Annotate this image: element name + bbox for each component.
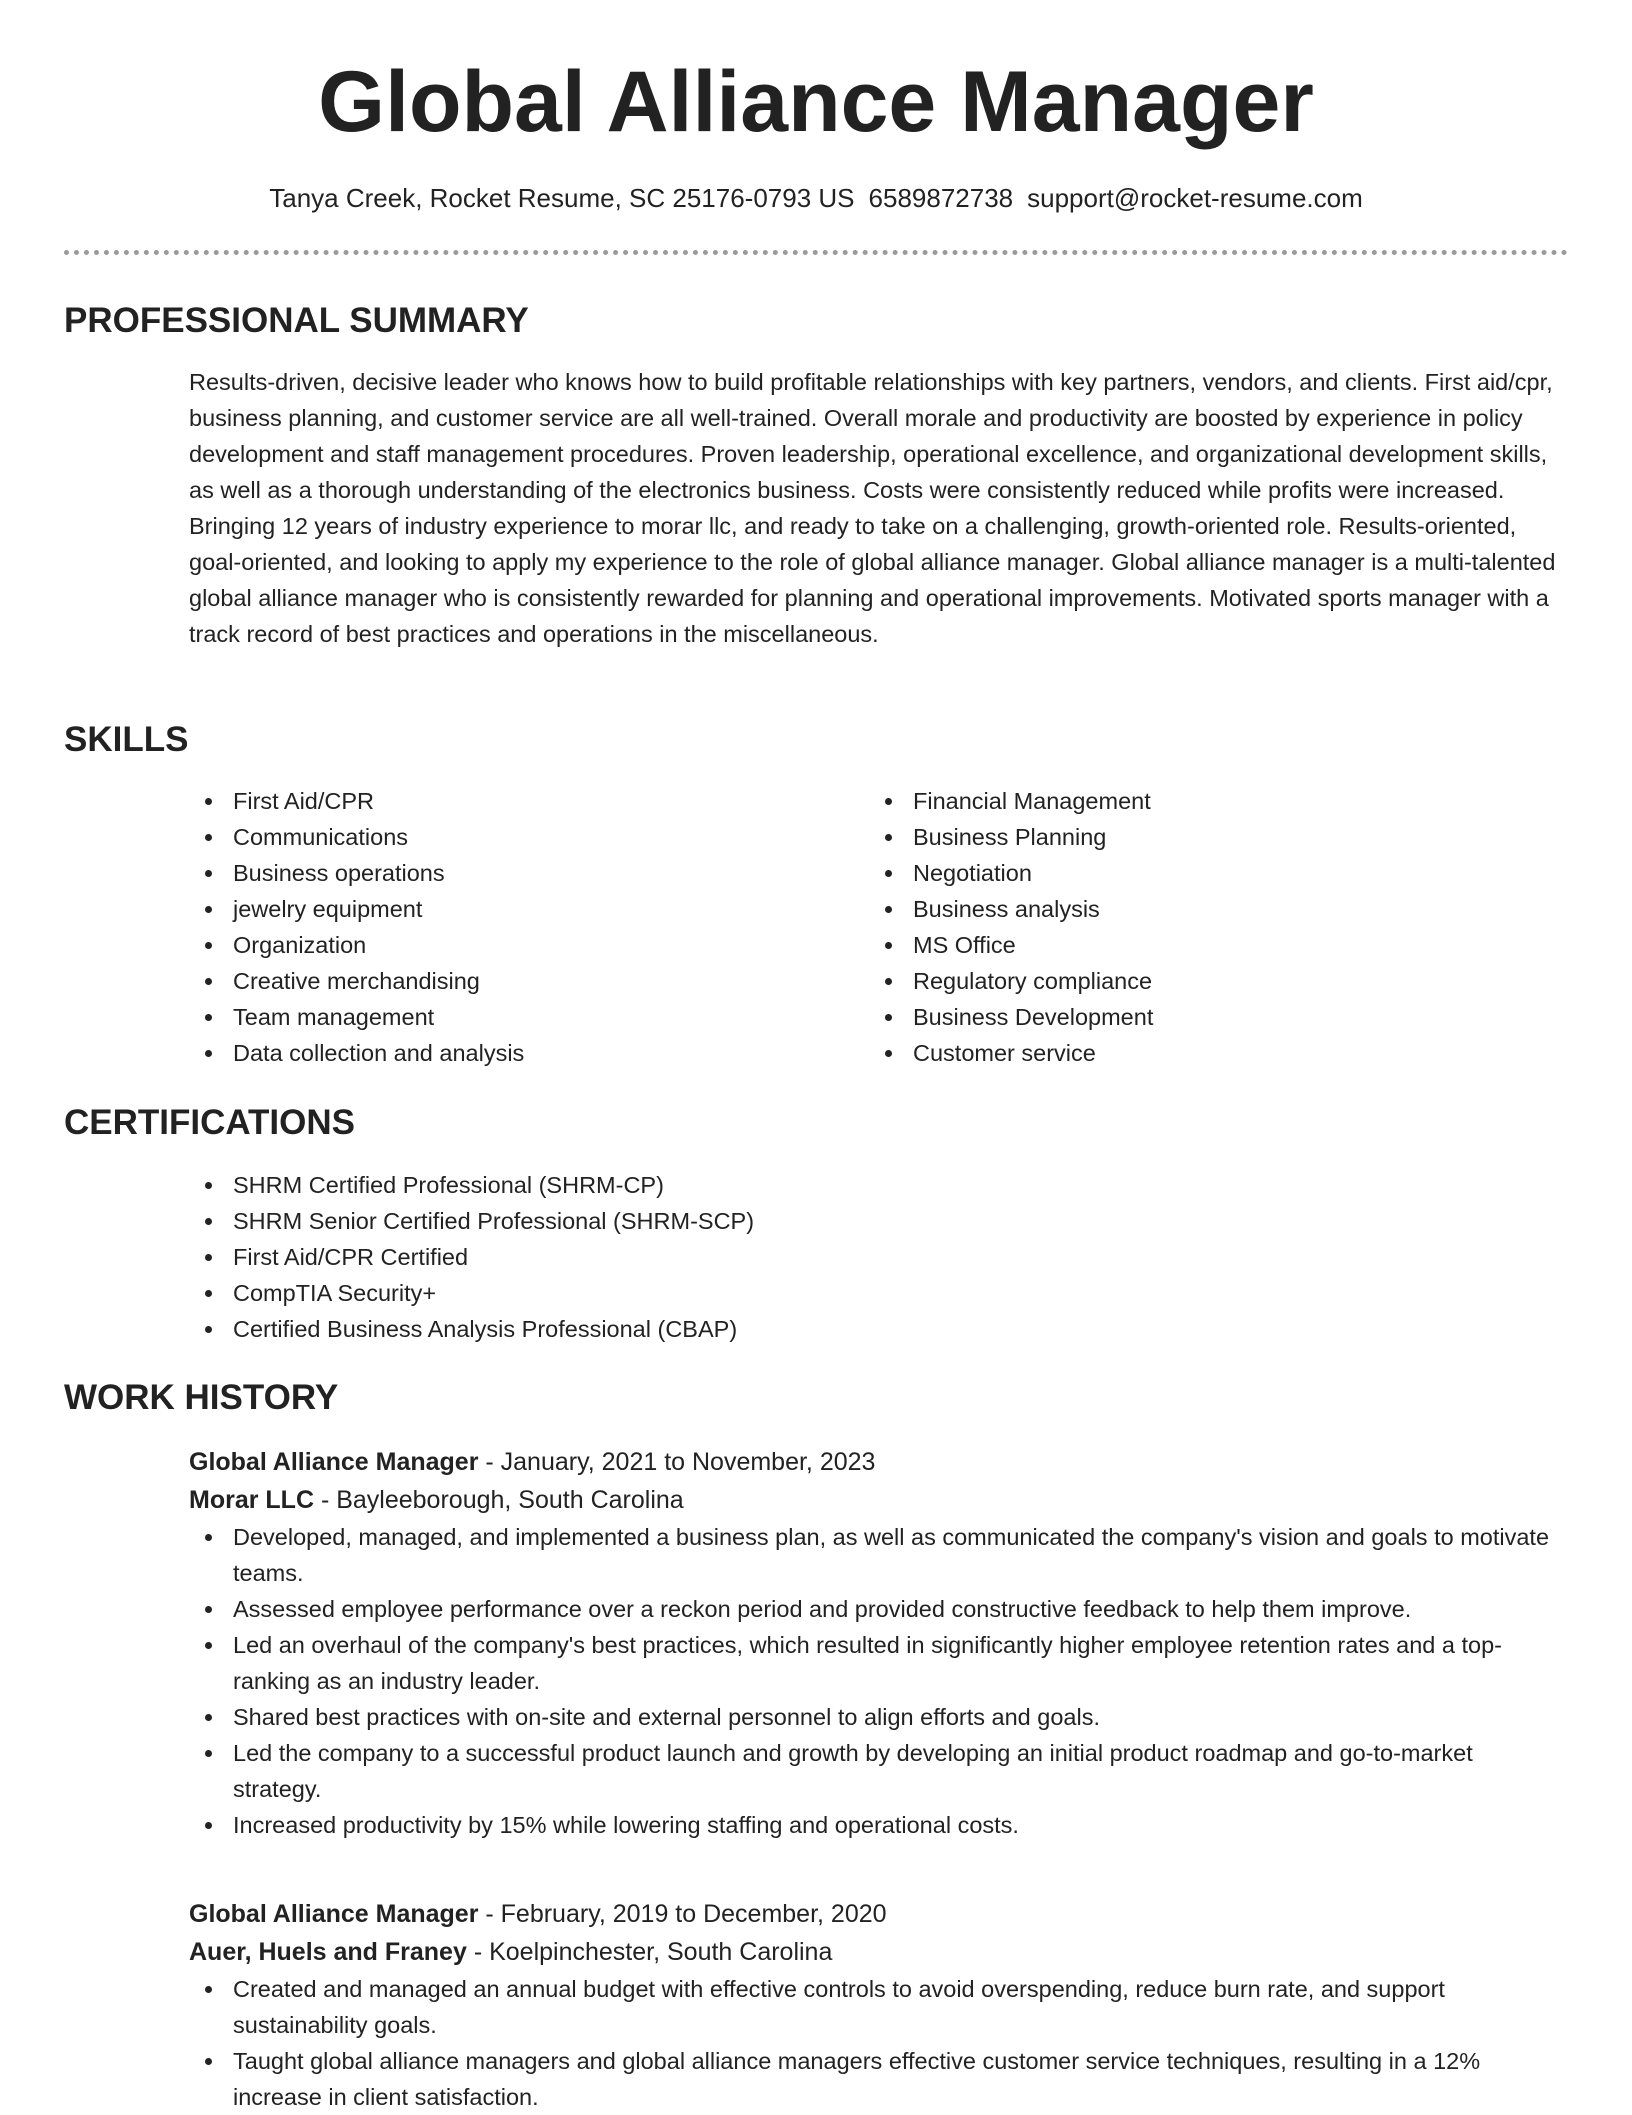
skill-item: Business operations: [189, 855, 829, 891]
skill-item: Organization: [189, 927, 829, 963]
job-bullet: Led the company to a successful product launch and growth by developing an initial product roadmap and go-to-market strategy.: [189, 1735, 1559, 1807]
job-bullet: Developed, managed, and implemented a business plan, as well as communicated the company's vision and goals to motivate teams.: [189, 1519, 1559, 1591]
job-company: Auer, Huels and Franey: [189, 1938, 467, 1966]
certification-item: Certified Business Analysis Professional (CBAP): [189, 1311, 1559, 1347]
job-bullet: Increased productivity by 15% while lowering staffing and operational costs.: [189, 1807, 1559, 1843]
skill-item: Financial Management: [869, 783, 1509, 819]
job-bullet-list: [189, 1519, 1559, 1843]
skill-item: Business analysis: [869, 891, 1509, 927]
certification-item: SHRM Senior Certified Professional (SHRM-SCP): [189, 1203, 1559, 1239]
job-location: - Koelpinchester, South Carolina: [466, 1938, 833, 1966]
work-history-heading: WORK HISTORY: [64, 1378, 339, 1417]
job-company-line: [189, 1481, 1559, 1519]
job-bullet: Taught global alliance managers and global alliance managers effective customer service techniques, resulting in a 12% increase in client satisfaction.: [189, 2043, 1559, 2115]
skills-heading: SKILLS: [64, 720, 189, 759]
skill-item: Team management: [189, 999, 829, 1035]
certification-item: First Aid/CPR Certified: [189, 1239, 1559, 1275]
certification-item: CompTIA Security+: [189, 1275, 1559, 1311]
job-bullet: Assessed employee performance over a reckon period and provided constructive feedback to help them improve.: [189, 1591, 1559, 1627]
job-company-line: [189, 1933, 1559, 1971]
skill-item: Business Development: [869, 999, 1509, 1035]
job-entry: [189, 1895, 1559, 2115]
job-role: Global Alliance Manager: [189, 1448, 479, 1476]
skill-item: MS Office: [869, 927, 1509, 963]
contact-address: Tanya Creek, Rocket Resume, SC 25176-0793 US: [269, 183, 855, 213]
skill-item: jewelry equipment: [189, 891, 829, 927]
skill-item: Creative merchandising: [189, 963, 829, 999]
job-role: Global Alliance Manager: [189, 1900, 479, 1928]
certifications-list: [189, 1167, 1559, 1347]
certification-item: SHRM Certified Professional (SHRM-CP): [189, 1167, 1559, 1203]
summary-text: Results-driven, decisive leader who knows how to build profitable relationships with key partners, vendors, and clients. First aid/cpr, business planning, and customer service are all well-trained. Overall morale and productivity are boosted by experience in policy development and staff management procedures. Proven leadership, operational excellence, and organizational development skills, as well as a thorough understanding of the electronics business. Costs were consistently reduced while profits were increased. Bringing 12 years of industry experience to morar llc, and ready to take on a challenging, growth-oriented role. Results-oriented, goal-oriented, and looking to apply my experience to the role of global alliance manager. Global alliance manager is a multi-talented global alliance manager who is consistently rewarded for planning and operational improvements. Motivated sports manager with a track record of best practices and operations in the miscellaneous.: [189, 369, 1556, 647]
job-title-line: [189, 1895, 1559, 1933]
job-location: - Bayleeborough, South Carolina: [314, 1486, 684, 1514]
job-dates: - February, 2019 to December, 2020: [478, 1900, 887, 1928]
summary-heading: PROFESSIONAL SUMMARY: [64, 301, 529, 340]
job-company: Morar LLC: [189, 1486, 314, 1514]
header-divider: [64, 250, 1568, 255]
job-title-line: [189, 1443, 1559, 1481]
contact-email: support@rocket-resume.com: [1027, 183, 1363, 213]
job-bullet: Shared best practices with on-site and external personnel to align efforts and goals.: [189, 1699, 1559, 1735]
skill-item: Negotiation: [869, 855, 1509, 891]
job-bullet: Created and managed an annual budget with effective controls to avoid overspending, reduce burn rate, and support sustainability goals.: [189, 1971, 1559, 2043]
skills-list-right: [869, 783, 1509, 1071]
job-bullet-list: [189, 1971, 1559, 2115]
skill-item: Business Planning: [869, 819, 1509, 855]
skill-item: First Aid/CPR: [189, 783, 829, 819]
job-bullet: Led an overhaul of the company's best practices, which resulted in significantly higher employee retention rates and a top-ranking as an industry leader.: [189, 1627, 1559, 1699]
skill-item: Regulatory compliance: [869, 963, 1509, 999]
resume-title: Global Alliance Manager: [318, 54, 1314, 150]
job-dates: - January, 2021 to November, 2023: [478, 1448, 876, 1476]
skill-item: Customer service: [869, 1035, 1509, 1071]
skills-list-left: [189, 783, 829, 1071]
contact-line: [0, 180, 1632, 216]
skill-item: Data collection and analysis: [189, 1035, 829, 1071]
contact-phone: 6589872738: [868, 183, 1014, 213]
skill-item: Communications: [189, 819, 829, 855]
certifications-heading: CERTIFICATIONS: [64, 1103, 356, 1142]
job-entry: [189, 1443, 1559, 1843]
